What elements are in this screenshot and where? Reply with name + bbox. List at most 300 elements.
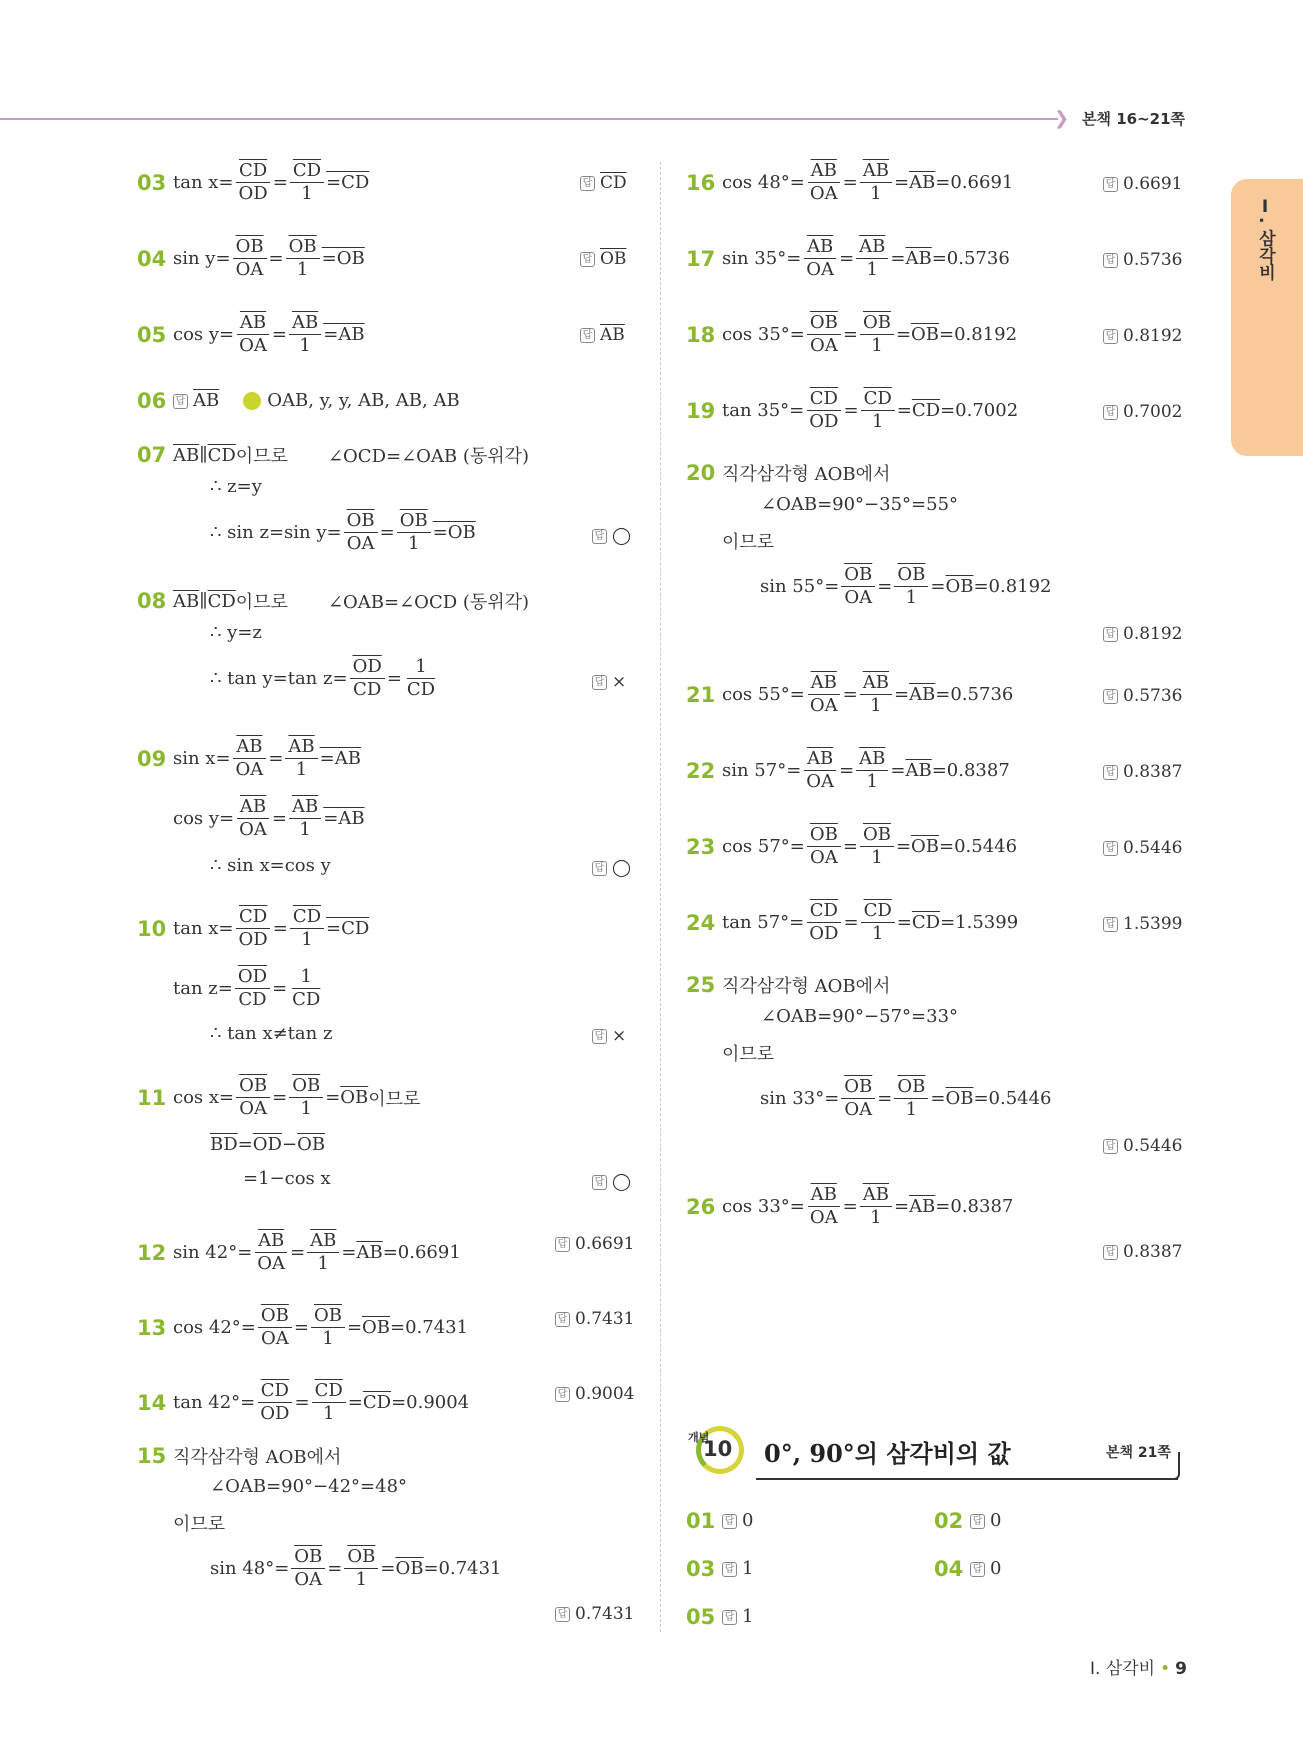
expr: sin 55°= — [760, 576, 840, 597]
answer-icon: 답 — [722, 1610, 737, 1625]
segment: $\overline{AB}$ — [909, 171, 936, 193]
denominator: 1 — [296, 259, 309, 280]
fraction — [233, 736, 267, 781]
problem-number: 05 — [686, 1605, 716, 1629]
problem-13 — [137, 1305, 468, 1350]
problem-number: 19 — [686, 398, 716, 423]
numerator: $\overline{AB}$ — [804, 236, 836, 259]
fraction — [861, 388, 895, 433]
segment: $\overline{OB}$ — [340, 1087, 369, 1108]
hint-text: OAB, y, y, AB, AB, AB — [267, 390, 460, 411]
problem-19 — [686, 388, 1018, 433]
numerator: $\overline{OD}$ — [235, 966, 270, 989]
concept-answer-02 — [934, 1508, 1001, 1534]
result: =OB — [432, 522, 476, 543]
fraction — [236, 160, 271, 205]
concept-corner — [1174, 1452, 1180, 1480]
equals: = — [386, 668, 402, 689]
fraction — [807, 160, 841, 205]
equals: = — [890, 247, 906, 269]
concept-page-reference: 본책 21쪽 — [1106, 1445, 1171, 1461]
answer-value: 0.8192 — [1123, 326, 1183, 346]
segment: $\overline{AB}$ — [909, 1195, 936, 1217]
concept-label: 개념 — [688, 1431, 710, 1444]
expr: tan 42°= — [173, 1391, 256, 1413]
numerator: $\overline{CD}$ — [861, 900, 895, 923]
problem-08-line3 — [210, 656, 440, 701]
answer-25 — [1103, 1136, 1182, 1156]
equals: = — [341, 1241, 357, 1263]
answer-16 — [1103, 174, 1182, 194]
numerator: $\overline{OB}$ — [894, 1076, 928, 1099]
denominator: OA — [260, 1328, 289, 1349]
equals: = — [877, 1088, 893, 1109]
denominator: OD — [238, 929, 268, 950]
fraction — [236, 1075, 270, 1120]
answer-icon: 답 — [173, 394, 188, 409]
numerator: $\overline{CD}$ — [258, 1380, 292, 1403]
segment: $\overline{AB}$ — [356, 1241, 383, 1263]
problem-number: 26 — [686, 1194, 716, 1219]
problem-number: 18 — [686, 322, 716, 347]
equals: = — [895, 323, 912, 345]
problem-26 — [686, 1184, 1013, 1229]
answer-value: 0.7002 — [1123, 402, 1183, 422]
text: ∠OAB=∠OCD (동위각) — [327, 592, 530, 613]
numerator: $\overline{AB}$ — [856, 236, 888, 259]
concept-header — [686, 1422, 1182, 1482]
numerator: $\overline{OB}$ — [894, 564, 928, 587]
value: =0.6691 — [935, 171, 1014, 193]
answer-value: ◯ — [612, 1172, 632, 1192]
denominator: OA — [346, 533, 375, 554]
problem-number: 10 — [137, 916, 167, 941]
denominator: OA — [844, 587, 873, 608]
answer-icon: 답 — [1103, 405, 1118, 420]
fraction — [841, 1076, 875, 1121]
answer-icon: 답 — [555, 1607, 570, 1622]
text: 이므로 — [235, 592, 288, 613]
denominator: 1 — [295, 759, 308, 780]
problem-21 — [686, 672, 1013, 717]
problem-08-line1 — [137, 588, 529, 614]
numerator: $\overline{OB}$ — [397, 510, 431, 533]
answer-19 — [1103, 402, 1182, 422]
expr: tan 57°= — [722, 911, 805, 933]
fraction — [289, 966, 323, 1011]
fraction — [258, 1305, 292, 1350]
chapter-side-tab[interactable] — [1231, 179, 1303, 456]
fraction — [312, 1380, 346, 1425]
problem-23 — [686, 824, 1017, 869]
numerator: $\overline{OB}$ — [258, 1305, 292, 1328]
minus: − — [281, 1134, 298, 1155]
answer-icon: 답 — [1103, 253, 1118, 268]
fraction — [289, 1075, 323, 1120]
problem-number: 23 — [686, 834, 716, 859]
problem-10-line2 — [173, 966, 325, 1011]
denominator: 1 — [870, 1207, 882, 1228]
answer-21 — [1103, 686, 1182, 706]
value: =0.8192 — [973, 576, 1052, 597]
expr: tan 35°= — [722, 399, 805, 421]
value: =0.8192 — [939, 323, 1018, 345]
text: ∠OCD=∠OAB (동위각) — [327, 446, 530, 467]
numerator: $\overline{OB}$ — [807, 824, 841, 847]
answer-12 — [555, 1234, 634, 1254]
answer-value: 0.6691 — [1123, 174, 1183, 194]
answer-26 — [1103, 1242, 1182, 1262]
numerator: $\overline{AB}$ — [233, 736, 265, 759]
problem-number: 21 — [686, 682, 716, 707]
problem-number: 22 — [686, 758, 716, 783]
problem-11-line3: =1−cos x — [243, 1168, 331, 1189]
denominator: 1 — [870, 183, 882, 204]
problem-number: 04 — [934, 1557, 964, 1581]
problem-number: 08 — [137, 589, 167, 613]
expr: tan x= — [173, 918, 234, 939]
answer-value: 0.8192 — [1123, 624, 1183, 644]
equals: = — [842, 683, 858, 705]
denominator: CD — [292, 989, 321, 1010]
segment: $\overline{CD}$ — [911, 911, 941, 933]
chevron-right-icon: ❯ — [1054, 108, 1070, 129]
numerator: $\overline{AB}$ — [856, 748, 888, 771]
numerator: $\overline{AB}$ — [289, 796, 321, 819]
answer-value: 1 — [742, 1606, 754, 1627]
equals: = — [843, 399, 859, 421]
numerator: $\overline{AB}$ — [860, 1184, 892, 1207]
equals: = — [839, 247, 855, 269]
answer-value: 0.8387 — [1123, 762, 1183, 782]
fraction — [311, 1305, 345, 1350]
answer-icon: 답 — [1103, 1139, 1118, 1154]
problem-number: 01 — [686, 1509, 716, 1533]
answer-value: 1.5399 — [1123, 914, 1183, 934]
denominator: OA — [257, 1253, 286, 1274]
denominator: OD — [809, 923, 839, 944]
problem-number: 13 — [137, 1315, 167, 1340]
expr: cos 42°= — [173, 1316, 256, 1338]
answer-value: 0.5446 — [1123, 1136, 1183, 1156]
equals: = — [268, 748, 284, 769]
problem-24 — [686, 900, 1018, 945]
denominator: OA — [809, 695, 838, 716]
problem-number: 24 — [686, 910, 716, 935]
problem-number: 02 — [934, 1509, 964, 1533]
answer-value: × — [612, 672, 627, 692]
segment: $\overline{OB}$ — [945, 1088, 974, 1109]
denominator: 1 — [299, 819, 311, 840]
fraction — [806, 388, 841, 433]
numerator: $\overline{CD}$ — [236, 160, 270, 183]
expr: cos x= — [173, 1087, 235, 1108]
expr: cos y= — [173, 323, 235, 345]
denominator: 1 — [871, 923, 884, 944]
numerator: $\overline{CD}$ — [290, 160, 324, 183]
fraction — [861, 900, 895, 945]
problem-17 — [686, 236, 1010, 281]
denominator: OA — [806, 771, 835, 792]
concept-underline — [756, 1478, 1178, 1480]
denominator: OA — [235, 759, 264, 780]
fraction — [236, 796, 270, 841]
value: =0.7431 — [423, 1558, 502, 1579]
equals: = — [325, 1087, 341, 1108]
value: =0.8387 — [931, 759, 1010, 781]
answer-icon: 답 — [592, 1175, 607, 1190]
answer-icon: 답 — [970, 1514, 985, 1529]
equals: = — [893, 171, 910, 193]
page-number: 9 — [1175, 1659, 1187, 1679]
answer-icon: 답 — [592, 529, 607, 544]
header-page-reference: 본책 16~21쪽 — [1082, 110, 1186, 128]
text: 이므로 — [235, 446, 288, 467]
problem-05 — [137, 312, 365, 357]
numerator: $\overline{OB}$ — [860, 312, 894, 335]
numerator: $\overline{OB}$ — [233, 236, 267, 259]
concept-answer-04 — [934, 1556, 1001, 1582]
fraction — [841, 564, 875, 609]
expr: cos 57°= — [722, 835, 805, 857]
denominator: OD — [238, 183, 268, 204]
concept-answer-01 — [686, 1508, 753, 1534]
problem-09-line1 — [137, 736, 361, 781]
result: =AB — [323, 323, 365, 345]
answer-icon: 답 — [555, 1237, 570, 1252]
denominator: 1 — [905, 587, 918, 608]
equals: = — [842, 835, 858, 857]
numerator: $\overline{AB}$ — [237, 312, 269, 335]
equals: = — [237, 1134, 253, 1155]
answer-icon: 답 — [1103, 917, 1118, 932]
numerator: $\overline{CD}$ — [290, 906, 324, 929]
fraction — [860, 312, 894, 357]
denominator: OA — [294, 1569, 323, 1590]
fraction — [257, 1380, 292, 1425]
numerator: $\overline{CD}$ — [312, 1380, 346, 1403]
answer-icon: 답 — [580, 252, 595, 267]
fraction — [806, 900, 841, 945]
answer-icon: 답 — [592, 675, 607, 690]
denominator: OA — [235, 259, 264, 280]
fraction — [350, 656, 385, 701]
segment: $\overline{AB}$ — [905, 247, 932, 269]
fraction — [286, 236, 320, 281]
answer-value: ◯ — [612, 526, 632, 546]
numerator: $\overline{OB}$ — [860, 824, 894, 847]
equals: = — [347, 1391, 363, 1413]
fraction — [860, 160, 892, 205]
answer-value: $\overline{CD}$ — [600, 173, 627, 193]
equals: = — [896, 911, 912, 933]
answer-17 — [1103, 250, 1182, 270]
problem-07-line2: ∴ z=y — [210, 476, 262, 497]
expr: ∴ sin z=sin y= — [210, 522, 342, 543]
answer-value: $\overline{AB}$ — [600, 325, 625, 345]
problem-number: 04 — [137, 246, 167, 271]
numerator: $\overline{OB}$ — [344, 510, 378, 533]
problem-number: 07 — [137, 443, 167, 467]
concept-answer-05 — [686, 1604, 753, 1630]
equals: = — [930, 576, 946, 597]
value: =0.5446 — [973, 1088, 1052, 1109]
problem-03 — [137, 160, 369, 205]
problem-number: 11 — [137, 1085, 167, 1110]
problem-11-line2 — [210, 1134, 325, 1155]
denominator: 1 — [871, 335, 883, 356]
fraction — [290, 160, 324, 205]
denominator: 1 — [355, 1569, 368, 1590]
segment: $\overline{CD}$ — [207, 444, 236, 466]
denominator: OA — [809, 847, 838, 868]
expr: ∴ tan y=tan z= — [210, 668, 348, 689]
answer-value: 0.8387 — [1123, 1242, 1183, 1262]
problem-14 — [137, 1380, 469, 1425]
numerator: $\overline{AB}$ — [860, 160, 892, 183]
denominator: 1 — [866, 771, 878, 792]
numerator: $\overline{OB}$ — [286, 236, 320, 259]
equals: = — [895, 835, 912, 857]
answer-icon: 답 — [1103, 177, 1118, 192]
problem-number: 03 — [686, 1557, 716, 1581]
answer-03 — [580, 173, 627, 193]
expr: cos 55°= — [722, 683, 805, 705]
segment: $\overline{OB}$ — [395, 1558, 424, 1579]
fraction — [291, 1546, 325, 1591]
problem-15-line2: ∠OAB=90°−42°=48° — [210, 1476, 408, 1497]
equals: = — [896, 399, 912, 421]
problem-number: 12 — [137, 1240, 167, 1265]
numerator: $\overline{AB}$ — [808, 672, 840, 695]
fraction — [803, 236, 837, 281]
answer-14 — [555, 1384, 634, 1404]
answer-value: 0.9004 — [575, 1384, 635, 1404]
denominator: OA — [809, 183, 838, 204]
equals: = — [272, 918, 288, 939]
problem-08-line2: ∴ y=z — [210, 622, 262, 643]
fraction — [235, 966, 270, 1011]
answer-value: 0 — [742, 1510, 754, 1531]
segment: $\overline{CD}$ — [362, 1391, 392, 1413]
answer-icon: 답 — [555, 1387, 570, 1402]
denominator: 1 — [871, 411, 884, 432]
equals: = — [272, 1087, 288, 1108]
numerator: $\overline{OD}$ — [350, 656, 385, 679]
numerator: $\overline{OB}$ — [807, 312, 841, 335]
problem-25-line4 — [760, 1076, 1052, 1121]
numerator: $\overline{OB}$ — [344, 1546, 378, 1569]
fraction — [307, 1230, 339, 1275]
page-footer — [1090, 1654, 1187, 1679]
numerator: $\overline{AB}$ — [255, 1230, 287, 1253]
problem-number: 15 — [137, 1444, 167, 1468]
answer-09 — [592, 858, 631, 878]
answer-icon: 답 — [555, 1312, 570, 1327]
answer-icon: 답 — [1103, 841, 1118, 856]
problem-number: 05 — [137, 322, 167, 347]
answer-value: 0.6691 — [575, 1234, 635, 1254]
fraction — [289, 796, 321, 841]
fraction — [860, 672, 892, 717]
equals: = — [839, 759, 855, 781]
fraction — [856, 748, 888, 793]
problem-number: 03 — [137, 170, 167, 195]
answer-icon: 답 — [592, 861, 607, 876]
answer-18 — [1103, 326, 1182, 346]
expr: cos 35°= — [722, 323, 805, 345]
answer-15 — [555, 1604, 634, 1624]
answer-icon: 답 — [722, 1562, 737, 1577]
answer-icon: 답 — [1103, 765, 1118, 780]
answer-13 — [555, 1309, 634, 1329]
segment: $\overline{AB}$ — [173, 444, 200, 466]
pencil-icon — [243, 392, 261, 410]
expr: sin 35°= — [722, 247, 802, 269]
denominator: 1 — [300, 1098, 312, 1119]
equals: = — [843, 911, 859, 933]
answer-07 — [592, 526, 631, 546]
denominator: 1 — [299, 335, 311, 356]
fraction — [404, 656, 438, 701]
problem-number: 16 — [686, 170, 716, 195]
problem-20-line4 — [760, 564, 1052, 609]
problem-15-line4 — [210, 1546, 502, 1591]
parallel-sign: ∥ — [199, 444, 208, 466]
denominator: 1 — [322, 1403, 335, 1424]
expr: sin 42°= — [173, 1241, 253, 1263]
expr: sin 57°= — [722, 759, 802, 781]
numerator: $\overline{AB}$ — [808, 160, 840, 183]
problem-number: 09 — [137, 746, 167, 771]
footer-chapter: Ⅰ. 삼각비 — [1090, 1659, 1156, 1679]
segment: $\overline{BD}$ — [210, 1134, 238, 1155]
equals: = — [294, 1391, 310, 1413]
problem-06 — [137, 388, 460, 414]
numerator: $\overline{CD}$ — [807, 388, 841, 411]
equals: = — [877, 576, 893, 597]
problem-09-line2 — [173, 796, 365, 841]
answer-23 — [1103, 838, 1182, 858]
denominator: OA — [806, 259, 835, 280]
fraction — [290, 906, 324, 951]
segment: $\overline{OD}$ — [252, 1134, 282, 1155]
fraction — [254, 1230, 288, 1275]
segment: $\overline{OB}$ — [297, 1134, 326, 1155]
segment: $\overline{OB}$ — [945, 576, 974, 597]
equals: = — [271, 808, 287, 829]
problem-20-line3: 이므로 — [722, 532, 775, 553]
expr: tan x= — [173, 171, 234, 193]
segment: $\overline{CD}$ — [207, 590, 236, 612]
expr: cos 33°= — [722, 1195, 805, 1217]
equals: = — [290, 1241, 306, 1263]
fraction — [856, 236, 888, 281]
expr: cos y= — [173, 808, 235, 829]
expr: sin 48°= — [210, 1558, 290, 1579]
denominator: OD — [260, 1403, 290, 1424]
numerator: $\overline{OB}$ — [236, 1075, 270, 1098]
denominator: 1 — [871, 847, 883, 868]
problem-22 — [686, 748, 1010, 793]
denominator: OA — [844, 1099, 873, 1120]
answer-value: 0.5736 — [1123, 686, 1183, 706]
numerator: $\overline{OB}$ — [291, 1546, 325, 1569]
answer-icon: 답 — [722, 1514, 737, 1529]
numerator: $\overline{AB}$ — [285, 736, 317, 759]
value: =0.8387 — [935, 1195, 1014, 1217]
fraction — [894, 564, 928, 609]
